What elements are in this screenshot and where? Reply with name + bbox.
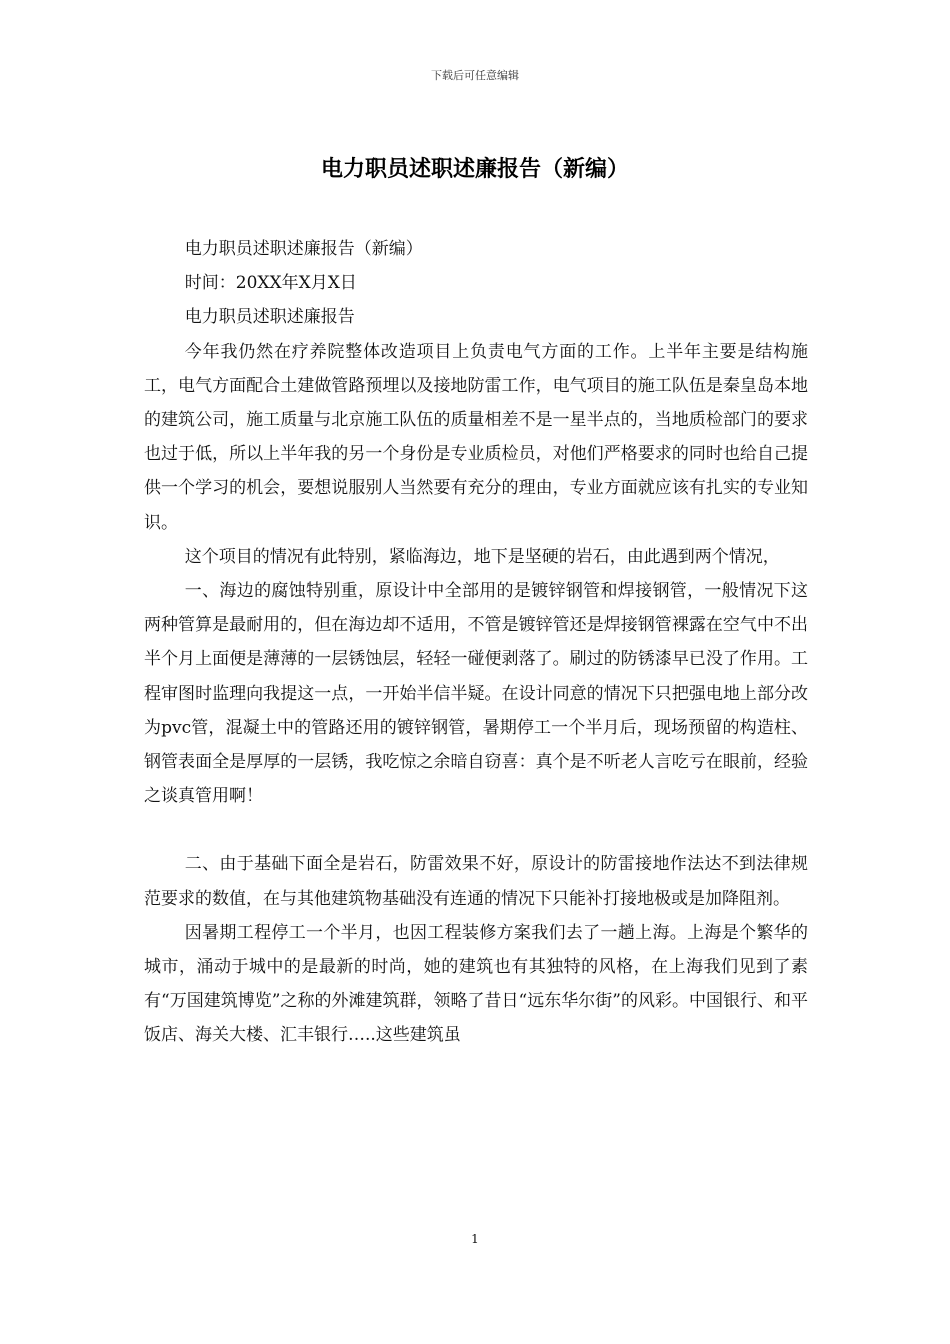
paragraph-shanghai-trip: 因暑期工程停工一个半月，也因工程装修方案我们去了一趟上海。上海是个繁华的城市，涌动于城中的是最新的时尚，她的建筑也有其独特的风格，在上海我们见到了素有“万国建筑博览”之称的外滩建筑群，领略了昔日“远东华尔街”的风彩。中国银行、和平饭店、海关大楼、汇丰银行…..这些建筑虽 <box>144 922 808 1046</box>
paragraph-project-situation: 这个项目的情况有此特别，紧临海边，地下是坚硬的岩石，由此遇到两个情况， <box>184 546 780 567</box>
paragraph-point-two: 二、由于基础下面全是岩石，防雷效果不好，原设计的防雷接地作法达不到法律规范要求的数值，在与其他建筑物基础没有连通的情况下只能补打接地极或是加降阻剂。 <box>144 854 808 909</box>
paragraph-intro: 今年我仍然在疗养院整体改造项目上负责电气方面的工作。上半年主要是结构施工，电气方面配合土建做管路预埋以及接地防雷工作，电气项目的施工队伍是秦皇岛本地的建筑公司，施工质量与北京施工队伍的质量相差不是一星半点的，当地质检部门的要求也过于低，所以上半年我的另一个身份是专业质检员，对他们严格要求的同时也给自己提供一个学习的机会，要想说服别人当然要有充分的理由，专业方面就应该有扎实的专业知识。 <box>144 341 808 533</box>
paragraph-date: 时间：20XX年X月X日 <box>184 273 357 294</box>
document-title: 电力职员述职述廉报告（新编） <box>320 156 629 182</box>
paragraph-point-one: 一、海边的腐蚀特别重，原设计中全部用的是镀锌钢管和焊接钢管，一般情况下这两种管算是最耐用的，但在海边却不适用，不管是镀锌管还是焊接钢管裸露在空气中不出半个月上面便是薄薄的一层锈蚀层，轻轻一碰便剥落了。刷过的防锈漆早已没了作用。工程审图时监理向我提这一点，一开始半信半疑。在设计同意的情况下只把强电地上部分改为pvc管，混凝土中的管路还用的镀锌钢管，暑期停工一个半月后，现场预留的构造柱、钢管表面全是厚厚的一层锈，我吃惊之余暗自窃喜：真个是不听老人言吃亏在眼前，经验之谈真管用啊！ <box>144 581 808 807</box>
paragraph-report-heading: 电力职员述职述廉报告 <box>184 307 355 328</box>
document-body <box>144 232 808 1053</box>
paragraph-subtitle: 电力职员述职述廉报告（新编） <box>184 239 423 259</box>
page-header-note: 下载后可任意编辑 <box>431 69 519 82</box>
page-number: 1 <box>471 1232 479 1246</box>
